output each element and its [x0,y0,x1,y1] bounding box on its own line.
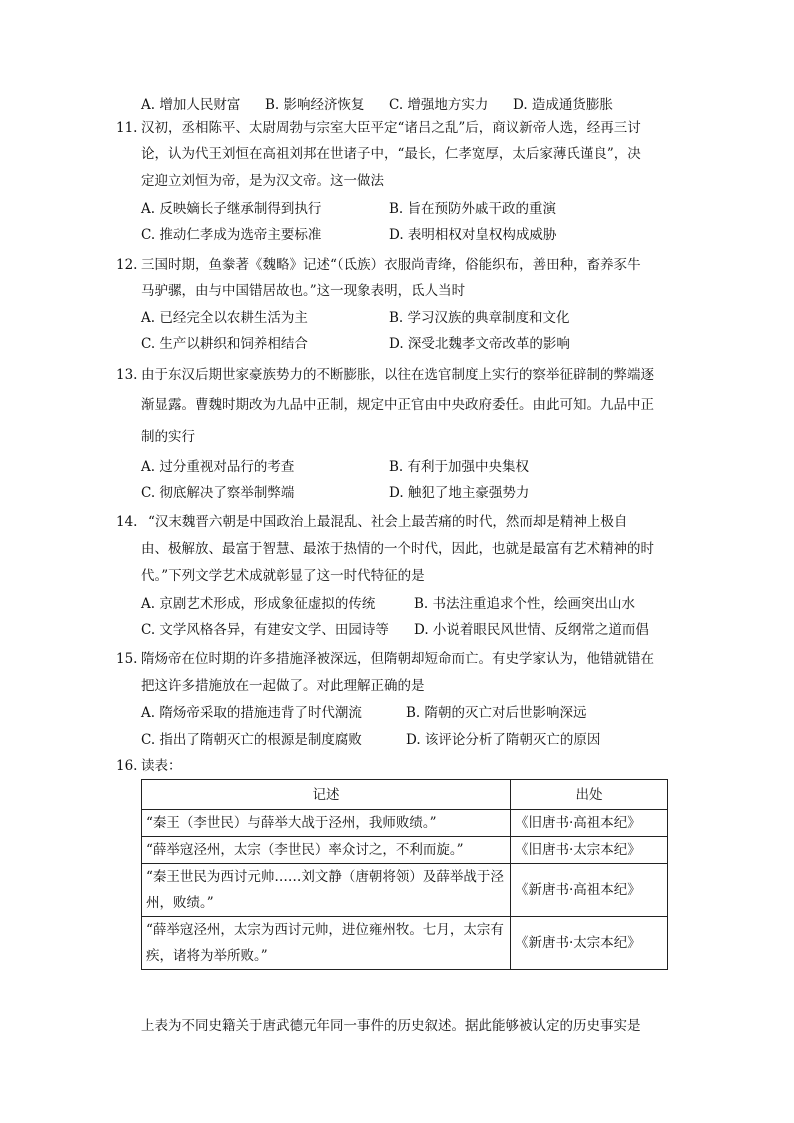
q14-option-d: D. 小说着眼民风世情、反纲常之道而倡 [414,622,649,638]
q11-stem-line1: 汉初，丞相陈平、太尉周勃与宗室大臣平定“诸吕之乱”后，商议新帝人选，经再三讨 [141,120,641,136]
q16-intro: 读表： [141,758,182,774]
source-cell: 《新唐书·高祖本纪》 [511,864,668,917]
q12-option-c: C. 生产以耕织和饲养相结合 [141,336,308,352]
q14-stem-line1: “汉末魏晋六朝是中国政治上最混乱、社会上最苦痛的时代，然而却是精神上极自 [148,514,628,530]
q11-option-b: B. 旨在预防外戚干政的重演 [389,201,557,217]
q12-stem-line1: 三国时期，鱼豢著《魏略》记述“（氐族）衣服尚青绛，俗能织布，善田种，畜养豕牛 [141,257,641,273]
q13-option-c: C. 彻底解决了察举制弊端 [141,485,295,501]
q11-stem-line3: 定迎立刘恒为帝，是为汉文帝。这一做法 [141,173,384,189]
q13-number: 13. [116,367,138,383]
q11-number: 11. [116,120,138,136]
q15-stem-line2: 把这许多措施放在一起做了。对此理解正确的是 [141,678,425,694]
q14-option-b: B. 书法注重追求个性，绘画突出山水 [414,596,636,612]
q13-option-a: A. 过分重视对品行的考查 [141,459,295,475]
q13-option-d: D. 触犯了地主豪强势力 [389,485,530,501]
q14-option-c: C. 文学风格各异，有建安文学、田园诗等 [141,622,389,638]
table-row [142,917,668,970]
table-row [142,810,668,837]
q15-option-d: D. 该评论分析了隋朝灭亡的原因 [406,732,601,748]
q15-option-b: B. 隋朝的灭亡对后世影响深远 [406,705,587,721]
q11-stem-line2: 论，认为代王刘恒在高祖刘邦在世诸子中，“最长，仁孝宽厚，太后家薄氏谨良”，决 [141,146,641,162]
q13-stem-line2: 渐显露。曹魏时期改为九品中正制，规定中正官由中央政府委任。由此可知。九品中正 [141,397,654,413]
source-cell: 《新唐书·太宗本纪》 [511,917,668,970]
header-source: 出处 [511,780,668,810]
source-cell: 《旧唐书·太宗本纪》 [511,837,668,864]
record-cell: “薛举寇泾州，太宗（李世民）率众讨之，不利而旋。” [142,837,511,864]
q12-option-d: D. 深受北魏孝文帝改革的影响 [389,336,570,352]
q16-number: 16. [116,758,138,774]
q12-stem-line2: 马驴骡，由与中国错居故也。”这一现象表明，氐人当时 [141,283,466,299]
q10-option-a: A. 增加人民财富 [141,97,241,113]
record-cell: “秦王世民为西讨元帅……刘文静（唐朝将领）及薛举战于泾州，败绩。” [142,864,511,917]
q14-number: 14. [116,514,138,530]
q10-option-d: D. 造成通货膨胀 [513,97,613,113]
header-record: 记述 [142,780,511,810]
q16-question: 上表为不同史籍关于唐武德元年同一事件的历史叙述。据此能够被认定的历史事实是 [141,1018,641,1034]
q13-stem-line3: 制的实行 [141,429,195,445]
q15-stem-line1: 隋炀帝在位时期的许多措施泽被深远，但隋朝却短命而亡。有史学家认为，他错就错在 [141,651,654,667]
table-header-row [142,780,668,810]
q12-option-b: B. 学习汉族的典章制度和文化 [389,310,570,326]
q11-option-d: D. 表明相权对皇权构成威胁 [389,227,557,243]
q15-option-c: C. 指出了隋朝灭亡的根源是制度腐败 [141,732,362,748]
sources-table [141,779,668,970]
q11-option-c: C. 推动仁孝成为选帝主要标准 [141,227,322,243]
q10-option-b: B. 影响经济恢复 [265,97,365,113]
q13-option-b: B. 有利于加强中央集权 [389,459,530,475]
q15-number: 15. [116,651,138,667]
record-cell: “薛举寇泾州，太宗为西讨元帅，进位雍州牧。七月，太宗有疾，诸将为举所败。” [142,917,511,970]
table-row [142,837,668,864]
q12-number: 12. [116,257,138,273]
record-cell: “秦王（李世民）与薛举大战于泾州，我师败绩。” [142,810,511,837]
q15-option-a: A. 隋炀帝采取的措施违背了时代潮流 [141,705,362,721]
q13-stem-line1: 由于东汉后期世家豪族势力的不断膨胀，以往在选官制度上实行的察举征辟制的弊端逐 [141,367,654,383]
source-cell: 《旧唐书·高祖本纪》 [511,810,668,837]
table-row [142,864,668,917]
q12-option-a: A. 已经完全以农耕生活为主 [141,310,308,326]
q14-stem-line3: 代。”下列文学艺术成就彰显了这一时代特征的是 [141,568,425,584]
q14-stem-line2: 由、极解放、最富于智慧、最浓于热情的一个时代，因此，也就是最富有艺术精神的时 [141,541,654,557]
q11-option-a: A. 反映嫡长子继承制得到执行 [141,201,322,217]
q14-option-a: A. 京剧艺术形成，形成象征虚拟的传统 [141,596,376,612]
q10-option-c: C. 增强地方实力 [389,97,489,113]
